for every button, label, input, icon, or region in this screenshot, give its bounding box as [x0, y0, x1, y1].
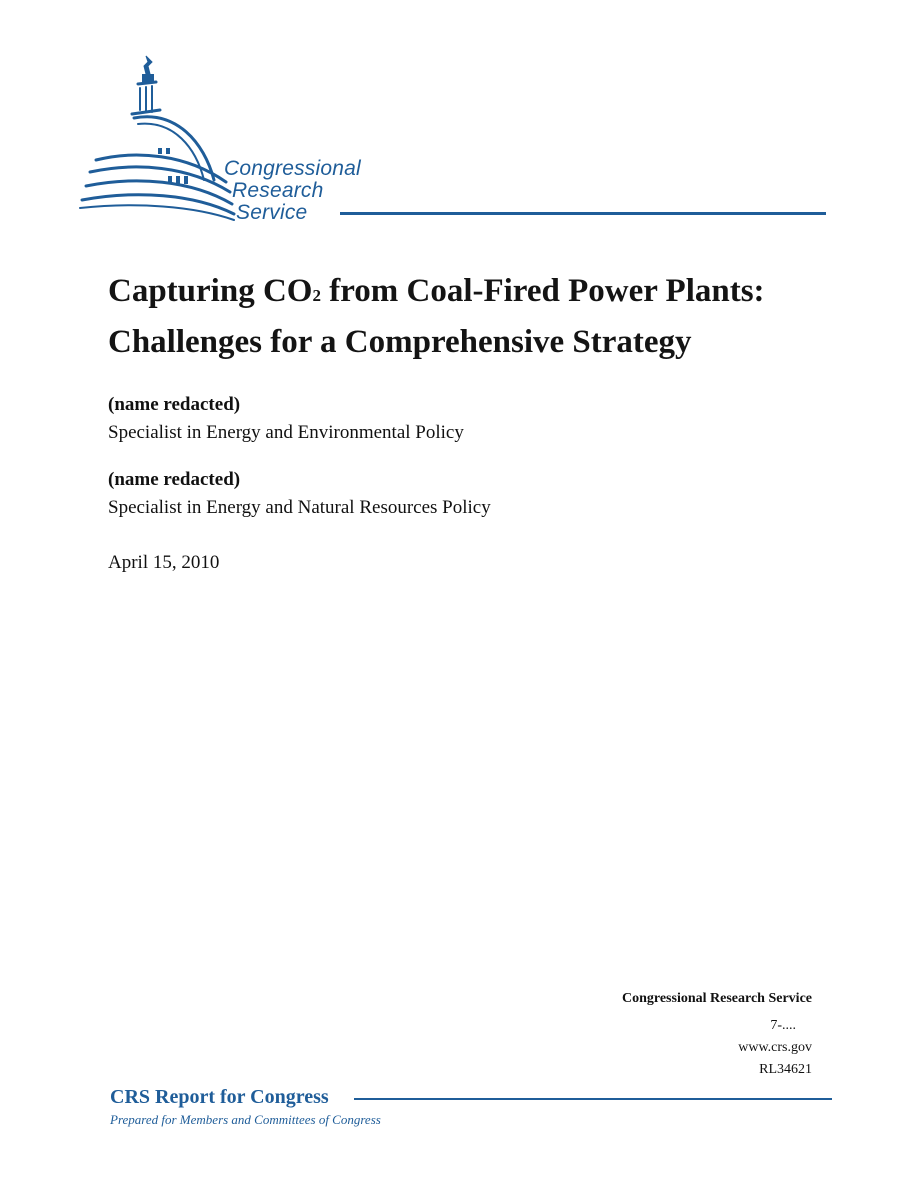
- author-1-role: Specialist in Energy and Environmental Policy: [108, 422, 464, 443]
- report-number: RL34621: [759, 1062, 812, 1077]
- publisher-website[interactable]: www.crs.gov: [738, 1040, 812, 1055]
- page-title: [108, 268, 868, 365]
- logo-word-service: Service: [236, 201, 308, 224]
- report-date: April 15, 2010: [108, 552, 220, 573]
- logo-word-research: Research: [232, 179, 324, 202]
- logo-word-congressional: Congressional: [224, 157, 361, 180]
- title-line-1: Capturing CO2 from Coal-Fired Power Plants:: [108, 273, 765, 309]
- publisher-code: 7-....: [770, 1018, 796, 1033]
- footer-rule: [354, 1098, 832, 1100]
- logo-rule: [340, 212, 826, 215]
- publisher-org: Congressional Research Service: [621, 991, 812, 1006]
- title-subscript: 2: [312, 286, 321, 305]
- title-line-2: Challenges for a Comprehensive Strategy: [108, 324, 692, 360]
- author-2-role: Specialist in Energy and Natural Resources Policy: [108, 497, 491, 518]
- capitol-dome-icon: [76, 52, 236, 222]
- author-2-name: (name redacted): [108, 469, 241, 490]
- author-1-name: (name redacted): [108, 394, 241, 415]
- footer-subtitle: Prepared for Members and Committees of Congress: [110, 1112, 381, 1127]
- footer-title: CRS Report for Congress: [110, 1086, 329, 1108]
